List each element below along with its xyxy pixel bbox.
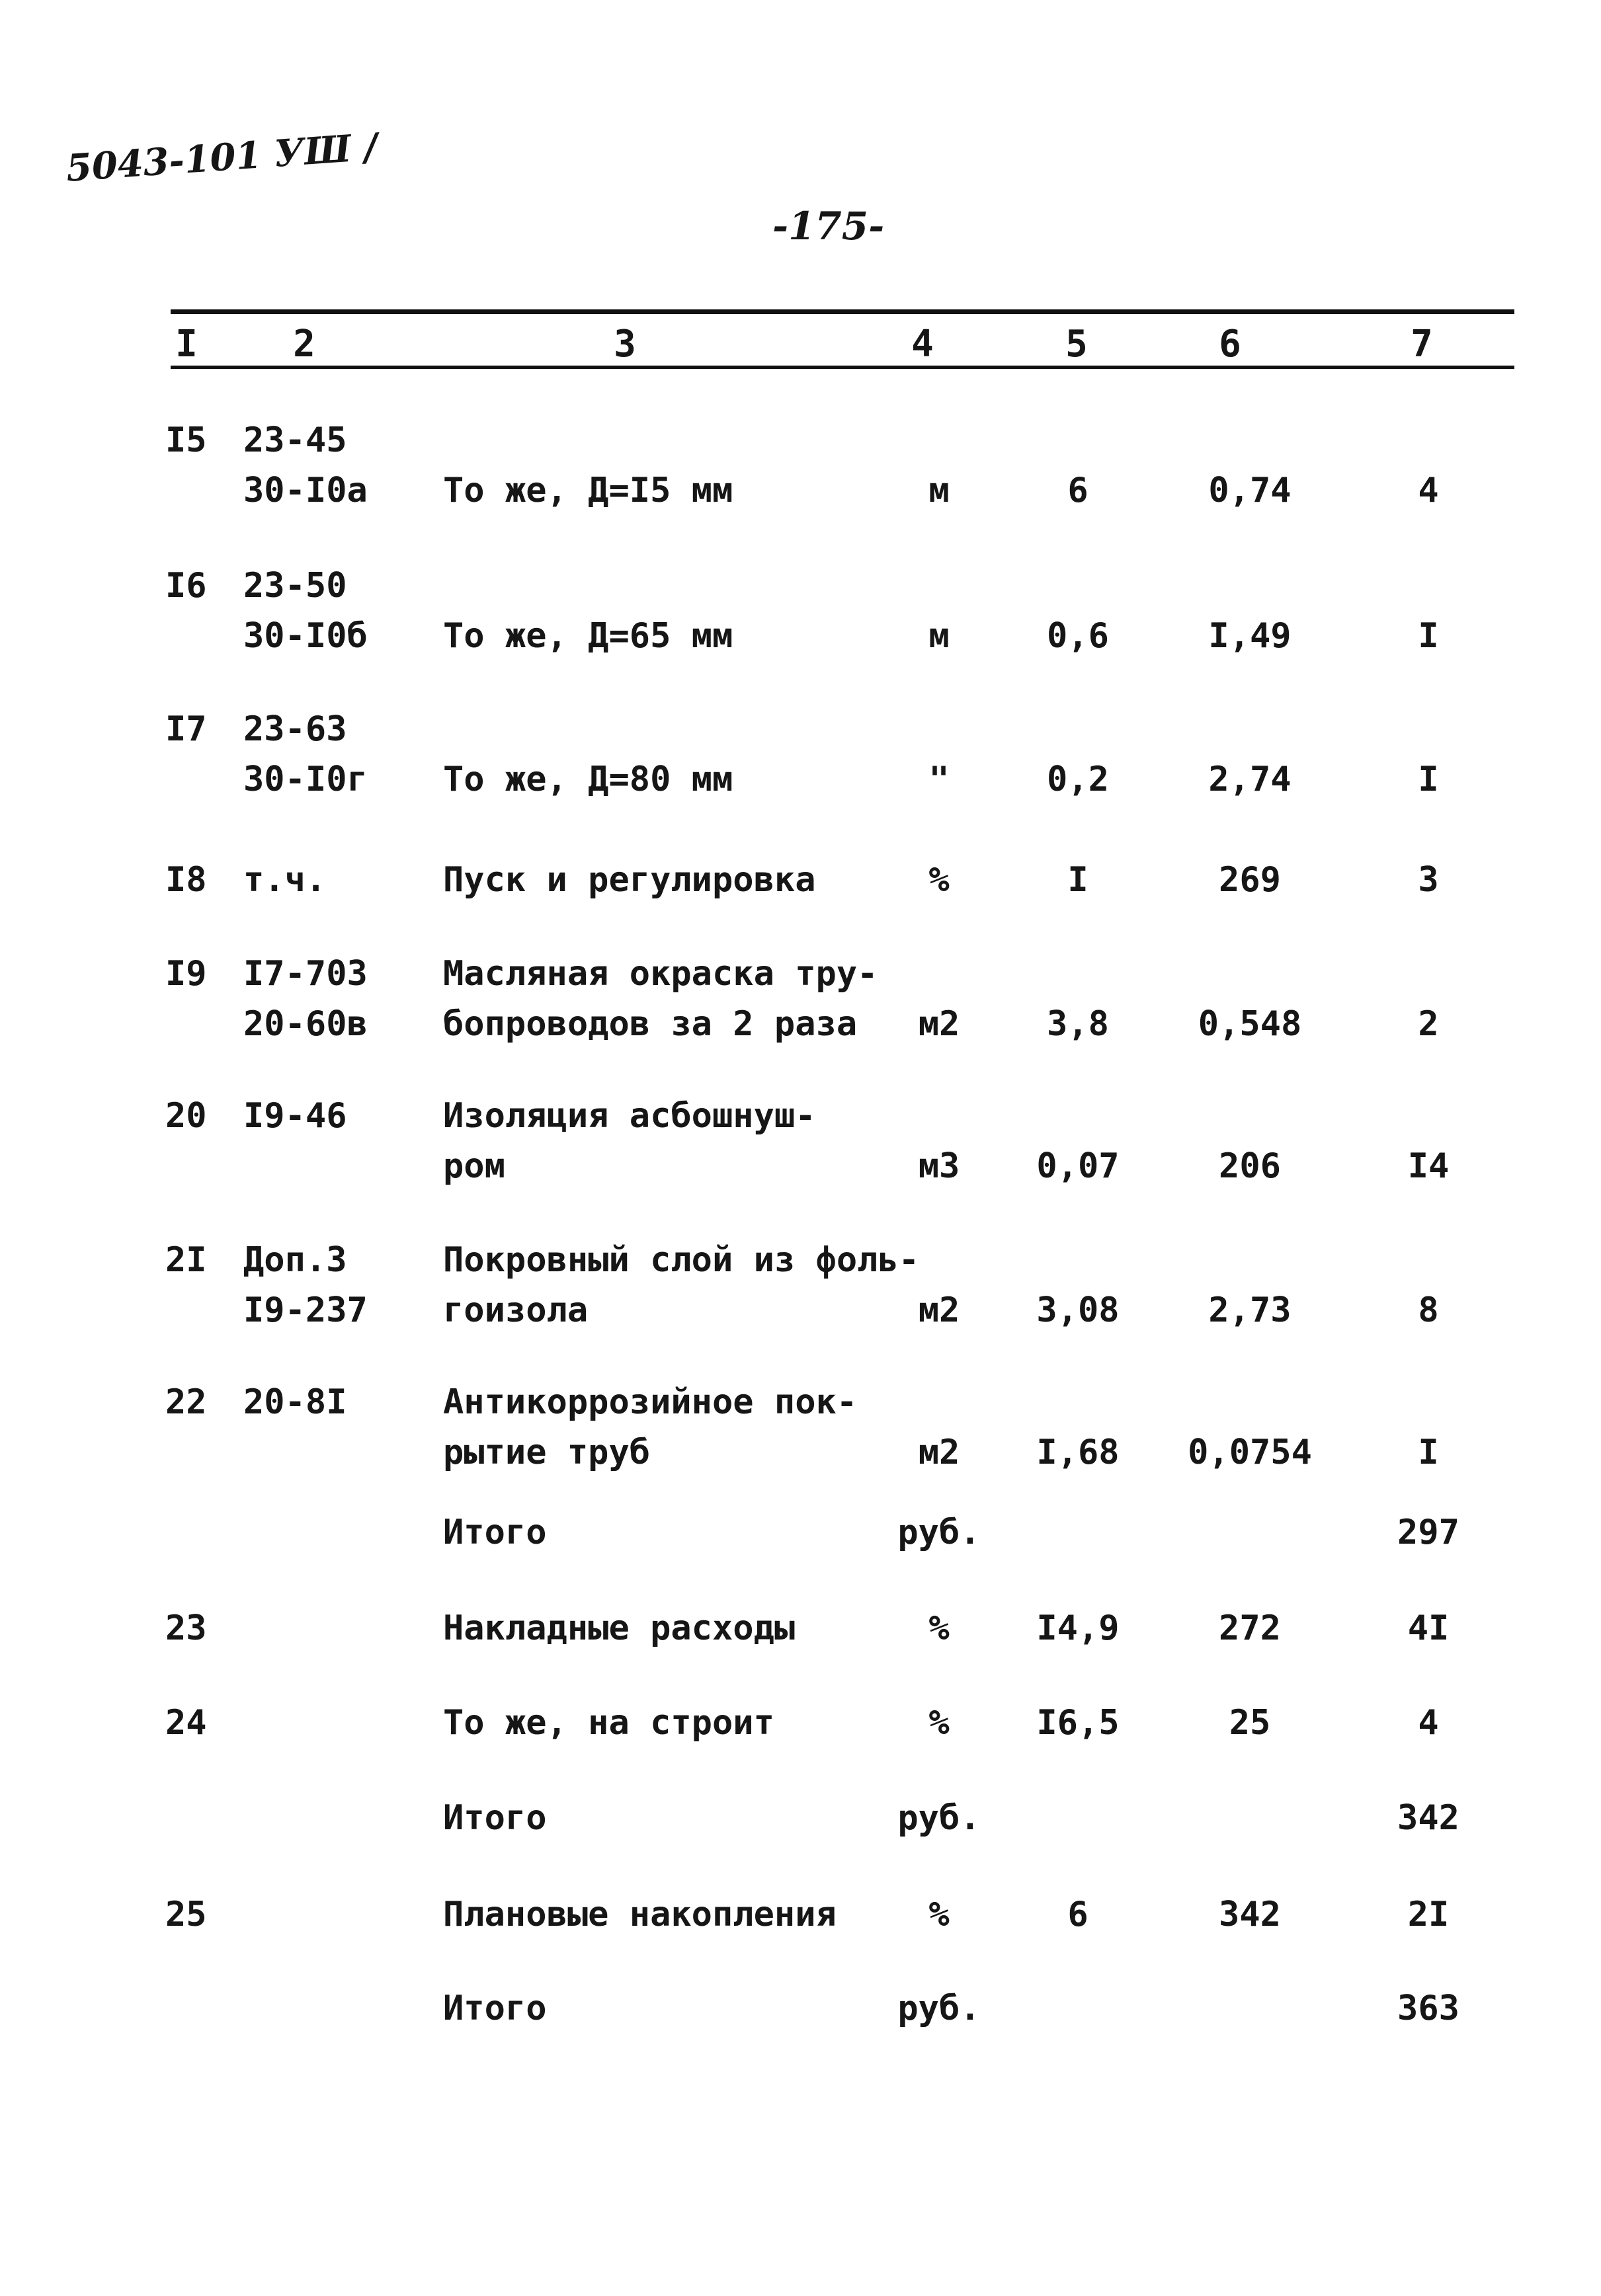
unit-price: 2,73 <box>1208 1290 1292 1330</box>
unit-price: 0,548 <box>1198 1004 1302 1044</box>
norm-code-secondary: 30-I0г <box>243 760 368 799</box>
unit-price: 25 <box>1229 1703 1271 1743</box>
norm-code-secondary: 30-I0б <box>243 616 368 656</box>
unit: % <box>928 1895 950 1934</box>
norm-code: 20-8I <box>243 1382 347 1422</box>
unit-price: 269 <box>1219 860 1281 900</box>
work-description: Антикоррозийное пок- <box>443 1382 858 1422</box>
total-cost: 297 <box>1397 1513 1459 1552</box>
row-number: 20 <box>165 1096 207 1136</box>
column-header-7: 7 <box>1411 323 1433 366</box>
norm-code: I7-703 <box>243 954 368 994</box>
quantity: 6 <box>1067 1895 1088 1934</box>
summary-label: Итого <box>443 1513 547 1552</box>
unit: м <box>928 471 950 510</box>
work-description-continued: То же, Д=I5 мм <box>443 471 733 510</box>
row-number: 23 <box>165 1608 207 1648</box>
summary-label: Накладные расходы <box>443 1608 796 1648</box>
unit: руб. <box>897 1513 981 1552</box>
unit-price: 0,74 <box>1208 471 1292 510</box>
summary-label: Плановые накопления <box>443 1895 837 1934</box>
quantity: I4,9 <box>1036 1608 1120 1648</box>
row-number: I5 <box>165 420 207 460</box>
table-top-rule <box>171 309 1514 314</box>
quantity: 0,6 <box>1047 616 1109 656</box>
column-header-1: I <box>175 323 198 366</box>
work-description-continued: То же, Д=80 мм <box>443 760 733 799</box>
norm-code: 23-63 <box>243 709 347 749</box>
total-cost: I <box>1418 760 1439 799</box>
quantity: 3,08 <box>1036 1290 1120 1330</box>
norm-code: Доп.3 <box>243 1240 347 1280</box>
unit: % <box>928 860 950 900</box>
work-description-continued: ром <box>443 1146 505 1186</box>
unit-price: 2,74 <box>1208 760 1292 799</box>
work-description: Пуск и регулировка <box>443 860 816 900</box>
total-cost: 363 <box>1397 1989 1459 2028</box>
unit-price: I,49 <box>1208 616 1292 656</box>
summary-label: Итого <box>443 1989 547 2028</box>
total-cost: 2I <box>1407 1895 1450 1934</box>
unit-price: 206 <box>1219 1146 1281 1186</box>
quantity: 0,07 <box>1036 1146 1120 1186</box>
total-cost: 342 <box>1397 1798 1459 1838</box>
unit: " <box>928 760 950 799</box>
total-cost: 4 <box>1418 1703 1439 1743</box>
unit-price: 0,0754 <box>1188 1433 1312 1472</box>
quantity: I,68 <box>1036 1433 1120 1472</box>
quantity: I6,5 <box>1036 1703 1120 1743</box>
unit-price: 272 <box>1219 1608 1281 1648</box>
norm-code: т.ч. <box>243 860 327 900</box>
norm-code: I9-46 <box>243 1096 347 1136</box>
work-description: Покровный слой из фоль- <box>443 1240 920 1280</box>
total-cost: I <box>1418 616 1439 656</box>
quantity: I <box>1067 860 1088 900</box>
work-description-continued: бопроводов за 2 раза <box>443 1004 858 1044</box>
unit: % <box>928 1703 950 1743</box>
work-description-continued: гоизола <box>443 1290 589 1330</box>
unit: руб. <box>897 1798 981 1838</box>
column-header-4: 4 <box>911 323 934 366</box>
row-number: 25 <box>165 1895 207 1934</box>
summary-label: Итого <box>443 1798 547 1838</box>
row-number: 22 <box>165 1382 207 1422</box>
unit: руб. <box>897 1989 981 2028</box>
norm-code-secondary: 20-60в <box>243 1004 368 1044</box>
unit-price: 342 <box>1219 1895 1281 1934</box>
row-number: I6 <box>165 566 207 606</box>
table-header-rule <box>171 366 1514 369</box>
row-number: I7 <box>165 709 207 749</box>
column-header-3: 3 <box>614 323 636 366</box>
page-number: -175- <box>772 204 885 249</box>
row-number: 2I <box>165 1240 207 1280</box>
summary-label: То же, на строит <box>443 1703 774 1743</box>
norm-code: 23-50 <box>243 566 347 606</box>
quantity: 6 <box>1067 471 1088 510</box>
unit: м2 <box>918 1433 960 1472</box>
row-number: I9 <box>165 954 207 994</box>
row-number: I8 <box>165 860 207 900</box>
document-code: 5043-101 УШ / <box>64 125 380 190</box>
unit: м <box>928 616 950 656</box>
total-cost: I <box>1418 1433 1439 1472</box>
work-description: Масляная окраска тру- <box>443 954 878 994</box>
row-number: 24 <box>165 1703 207 1743</box>
total-cost: 3 <box>1418 860 1439 900</box>
column-header-2: 2 <box>293 323 315 366</box>
total-cost: 2 <box>1418 1004 1439 1044</box>
norm-code-secondary: 30-I0а <box>243 471 368 510</box>
total-cost: 8 <box>1418 1290 1439 1330</box>
norm-code-secondary: I9-237 <box>243 1290 368 1330</box>
total-cost: I4 <box>1407 1146 1450 1186</box>
norm-code: 23-45 <box>243 420 347 460</box>
quantity: 3,8 <box>1047 1004 1109 1044</box>
unit: м3 <box>918 1146 960 1186</box>
work-description-continued: То же, Д=65 мм <box>443 616 733 656</box>
column-header-6: 6 <box>1219 323 1241 366</box>
total-cost: 4I <box>1407 1608 1450 1648</box>
column-header-5: 5 <box>1065 323 1088 366</box>
unit: м2 <box>918 1004 960 1044</box>
work-description: Изоляция асбошнуш- <box>443 1096 816 1136</box>
total-cost: 4 <box>1418 471 1439 510</box>
unit: % <box>928 1608 950 1648</box>
work-description-continued: рытие труб <box>443 1433 651 1472</box>
quantity: 0,2 <box>1047 760 1109 799</box>
unit: м2 <box>918 1290 960 1330</box>
